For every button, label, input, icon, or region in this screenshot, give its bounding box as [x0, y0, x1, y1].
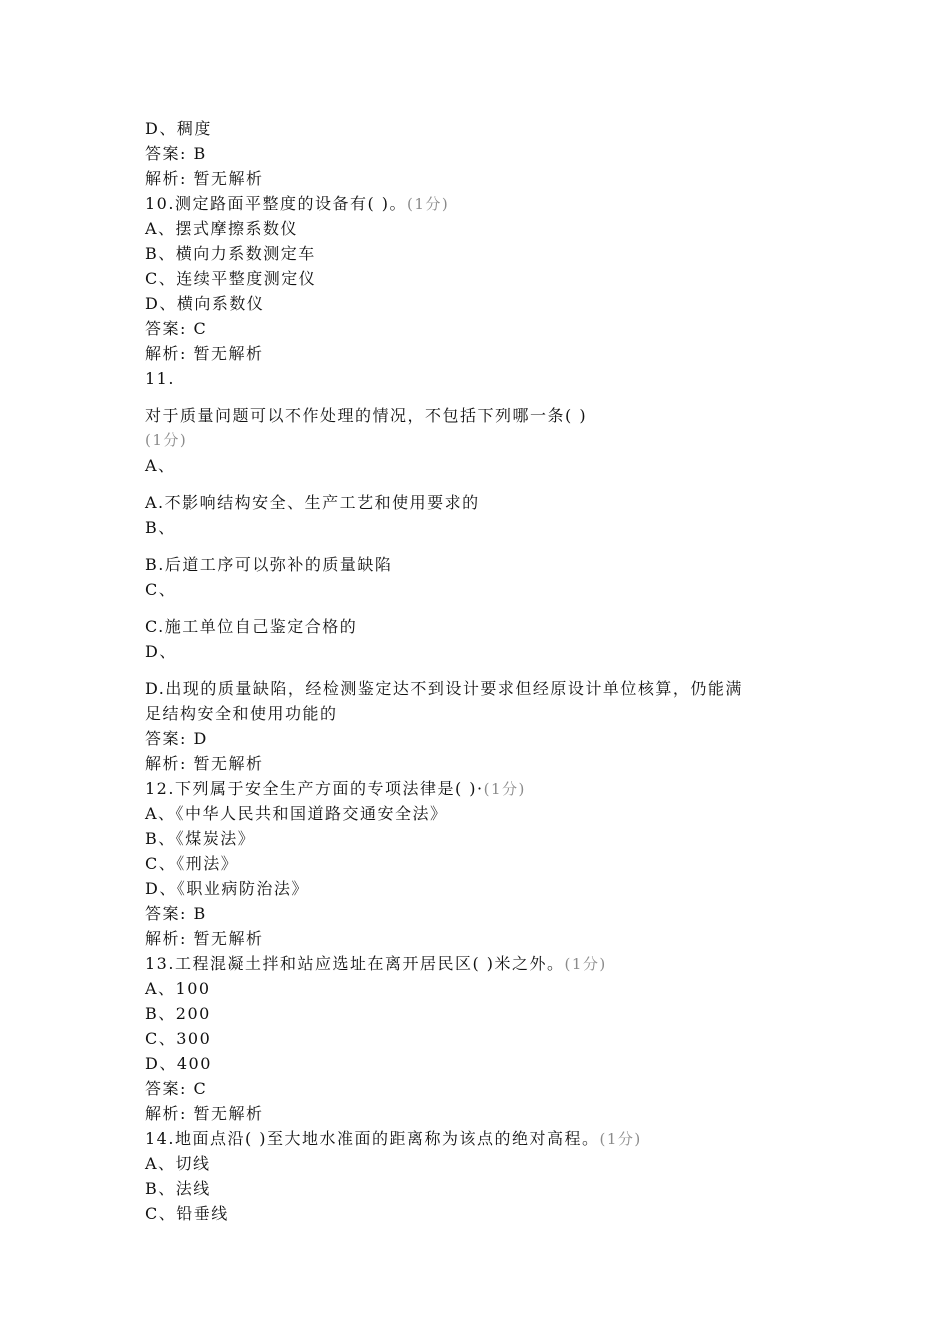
question-score: (1分) [483, 780, 526, 798]
option-c: C、300 [145, 1029, 212, 1048]
option-b-label: B、 [145, 518, 176, 537]
answer: 答案: B [145, 144, 207, 163]
option-d-text-line-2: 足结构安全和使用功能的 [145, 704, 338, 723]
option-d-text-line-1: D.出现的质量缺陷，经检测鉴定达不到设计要求但经原设计单位核算，仍能满 [145, 679, 743, 698]
question-text: 14.地面点沿( )至大地水准面的距离称为该点的绝对高程。 [145, 1129, 600, 1148]
option-c: C、《刑法》 [145, 854, 239, 873]
option-b: B、法线 [145, 1179, 211, 1198]
option-a-label: A、 [145, 456, 176, 475]
answer: 答案: C [145, 319, 208, 338]
question-score: (1分) [407, 195, 450, 213]
option-a: A、切线 [145, 1154, 211, 1173]
option-d: D、400 [145, 1054, 212, 1073]
analysis: 解析: 暂无解析 [145, 929, 264, 948]
option-a: A、摆式摩擦系数仪 [145, 219, 299, 238]
analysis: 解析: 暂无解析 [145, 169, 264, 188]
answer: 答案: D [145, 729, 208, 748]
question-11-number: 11. [145, 369, 175, 388]
option-b: B、《煤炭法》 [145, 829, 256, 848]
answer: 答案: B [145, 904, 207, 923]
option-a-text: A.不影响结构安全、生产工艺和使用要求的 [145, 493, 480, 512]
spacer [145, 664, 825, 676]
answer: 答案: C [145, 1079, 208, 1098]
option-d-label: D、 [145, 642, 177, 661]
question-score: (1分) [599, 1130, 642, 1148]
question-10-stem [145, 191, 825, 216]
option-b: B、横向力系数测定车 [145, 244, 316, 263]
question-text: 13.工程混凝土拌和站应选址在离开居民区( )米之外。 [145, 954, 565, 973]
spacer [145, 540, 825, 552]
question-12-stem [145, 776, 825, 801]
option-d: D、《职业病防治法》 [145, 879, 309, 898]
spacer [145, 391, 825, 403]
exam-document [145, 116, 825, 1226]
option-c: C、铅垂线 [145, 1204, 229, 1223]
question-13-stem [145, 951, 825, 976]
option-b: B、200 [145, 1004, 211, 1023]
option-c-label: C、 [145, 580, 177, 599]
spacer [145, 602, 825, 614]
option-d: D、稠度 [145, 119, 212, 138]
option-a: A、100 [145, 979, 211, 998]
question-score: (1分) [564, 955, 607, 973]
analysis: 解析: 暂无解析 [145, 754, 264, 773]
option-b-text: B.后道工序可以弥补的质量缺陷 [145, 555, 393, 574]
option-c: C、连续平整度测定仪 [145, 269, 317, 288]
option-a: A、《中华人民共和国道路交通安全法》 [145, 804, 448, 823]
analysis: 解析: 暂无解析 [145, 1104, 264, 1123]
question-11-stem: 对于质量问题可以不作处理的情况，不包括下列哪一条( ) [145, 406, 588, 425]
question-text: 10.测定路面平整度的设备有( )。 [145, 194, 408, 213]
option-c-text: C.施工单位自己鉴定合格的 [145, 617, 358, 636]
question-14-stem [145, 1126, 825, 1151]
spacer [145, 478, 825, 490]
question-text: 12.下列属于安全生产方面的专项法律是( )· [145, 779, 484, 798]
analysis: 解析: 暂无解析 [145, 344, 264, 363]
question-score: (1分) [145, 431, 188, 449]
option-d: D、横向系数仪 [145, 294, 265, 313]
